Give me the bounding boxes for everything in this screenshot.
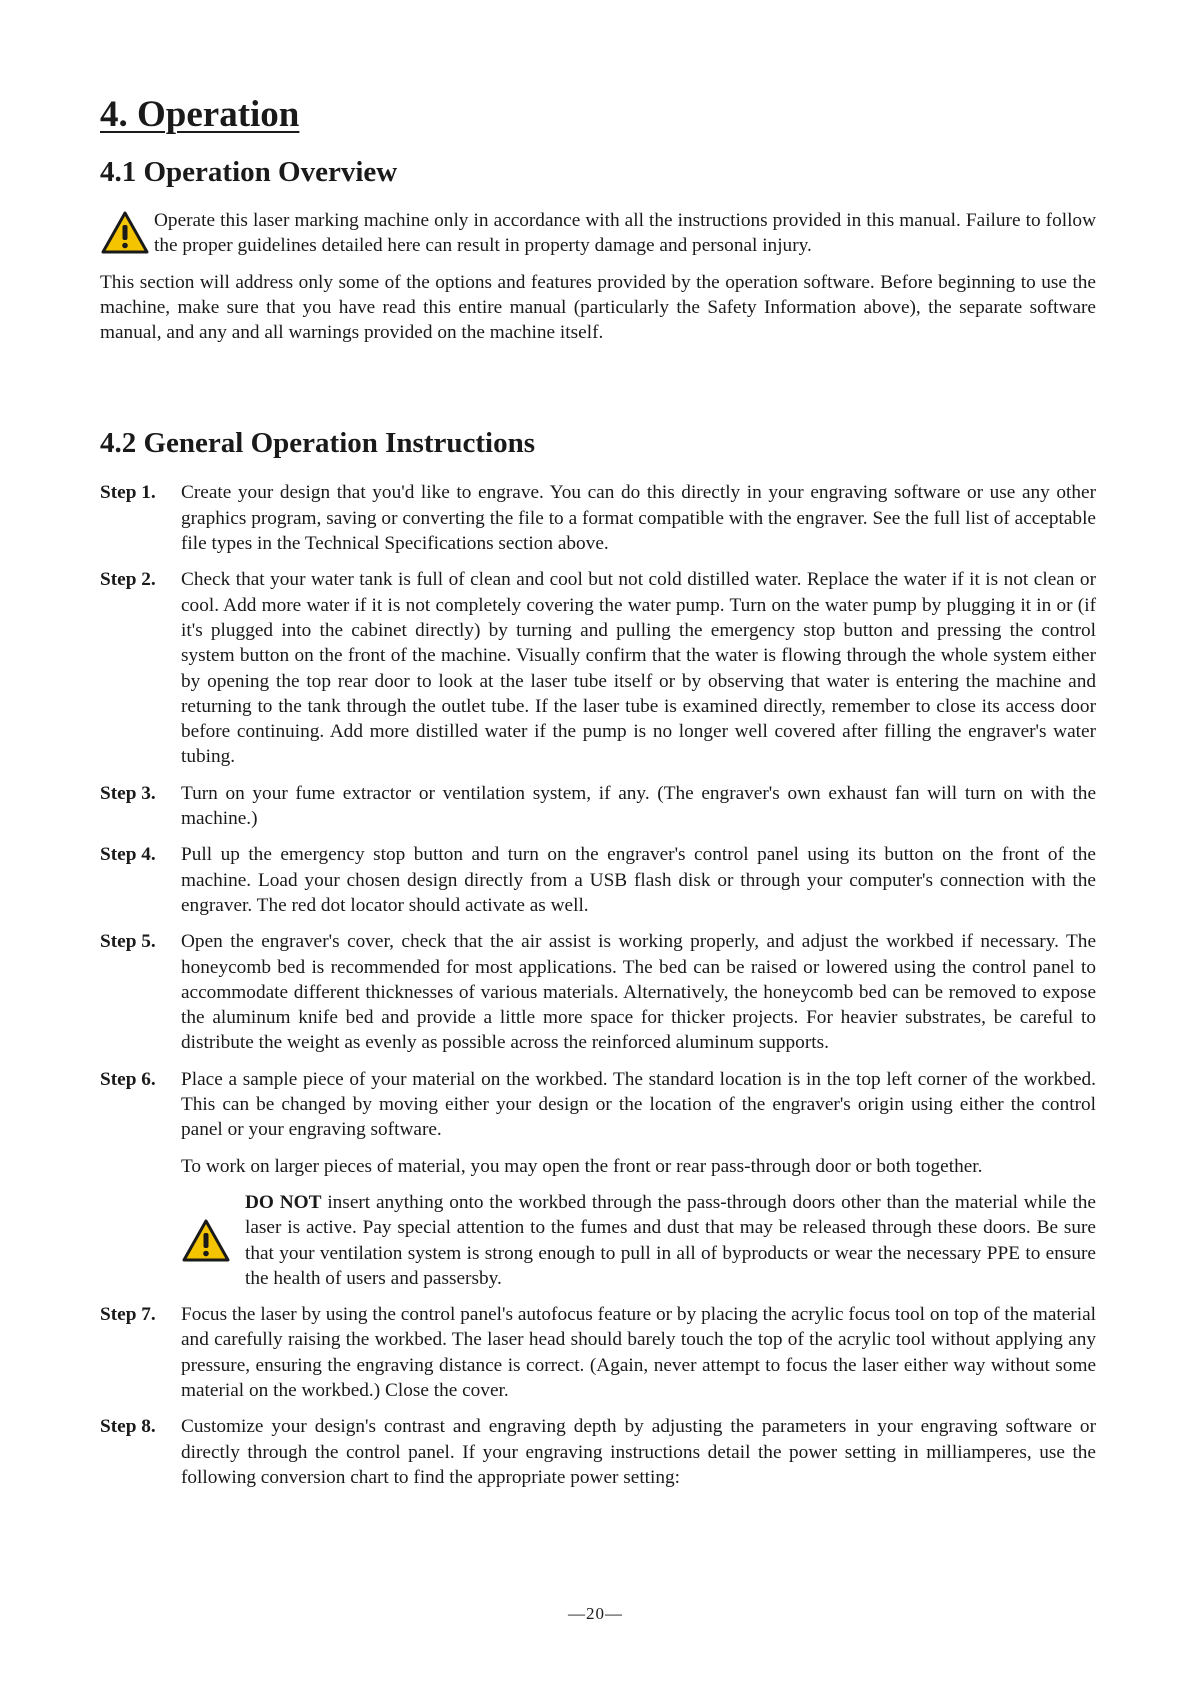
chapter-heading: 4. Operation bbox=[100, 94, 300, 135]
step-1 bbox=[100, 480, 1096, 556]
step-4 bbox=[100, 842, 1096, 918]
pass-through-warning-text bbox=[245, 1190, 1096, 1291]
step-3 bbox=[100, 781, 1096, 832]
document-page bbox=[100, 88, 1096, 1501]
step-2 bbox=[100, 567, 1096, 769]
warning-emphasis: DO NOT bbox=[245, 1191, 322, 1213]
step-label: Step 5. bbox=[100, 931, 156, 953]
step-5 bbox=[100, 929, 1096, 1055]
warning-triangle-icon bbox=[100, 210, 154, 256]
step-label: Step 3. bbox=[100, 782, 156, 804]
step-label: Step 6. bbox=[100, 1068, 156, 1090]
step-text: Turn on your fume extractor or ventilation system, if any. (The engraver's own exhaust fan will turn on with the machine.) bbox=[181, 782, 1096, 830]
pass-through-warning bbox=[181, 1190, 1096, 1291]
step-label: Step 7. bbox=[100, 1304, 156, 1326]
step-text: Customize your design's contrast and engraving depth by adjusting the parameters in your engraving software or directly through the control panel. If your engraving instructions detail the power setting in milliamperes, use the following conversion chart to find the appropriate power setting: bbox=[181, 1416, 1096, 1488]
step-label: Step 1. bbox=[100, 482, 156, 504]
step-list bbox=[100, 480, 1096, 1490]
step-6-extra-text: To work on larger pieces of material, you may open the front or rear pass-through door or both together. bbox=[181, 1155, 983, 1177]
page-number: —20— bbox=[568, 1604, 623, 1623]
step-7 bbox=[100, 1302, 1096, 1403]
step-text: Check that your water tank is full of clean and cool but not cold distilled water. Replace the water if it is not clean or cool. Add more water if it is not completely covering the water pump. Turn on the water pump by plugging it in or (if it's plugged into the cabinet directly) by turning and pulling the emergency stop button and pressing the control system button on the front of the machine. Visually confirm that the water is flowing through the whole system either by opening the top rear door to look at the laser tube itself or by observing that water is entering the machine and returning to the tank through the outlet tube. If the laser tube is examined directly, remember to close its access door before continuing. Add more distilled water if the pump is no longer well covered after filling the engraver's water tubing. bbox=[181, 569, 1096, 768]
step-8 bbox=[100, 1414, 1096, 1490]
step-6 bbox=[100, 1067, 1096, 1291]
step-text: Pull up the emergency stop button and turn on the engraver's control panel using its button on the front of the machine. Load your chosen design directly from a USB flash disk or through your computer's connection with the engraver. The red dot locator should activate as well. bbox=[181, 844, 1096, 916]
step-label: Step 4. bbox=[100, 844, 156, 866]
step-label: Step 8. bbox=[100, 1416, 156, 1438]
step-text: Focus the laser by using the control panel's autofocus feature or by placing the acrylic focus tool on top of the material and carefully raising the workbed. The laser head should barely touch the top of the acrylic tool without applying any pressure, ensuring the engraving distance is correct. (Again, never attempt to focus the laser either way without some material on the workbed.) Close the cover. bbox=[181, 1304, 1096, 1401]
section-title-general-instructions: 4.2 General Operation Instructions bbox=[100, 427, 535, 460]
warning-rest: insert anything onto the workbed through the pass-through doors other than the material while the laser is active. Pay special attention to the fumes and dust that may be released through these doors. Be sure that your ventilation system is strong enough to pull in all of byproducts or wear the necessary PPE to ensure the health of users and passersby. bbox=[245, 1191, 1096, 1289]
warning-triangle-icon bbox=[181, 1218, 245, 1264]
step-text: Open the engraver's cover, check that the air assist is working properly, and adjust the workbed if necessary. The honeycomb bed is recommended for most applications. The bed can be raised or lowered using the control panel to accommodate different thicknesses of various materials. Alternatively, the honeycomb bed can be removed to expose the aluminum knife bed and provide a little more space for thicker projects. For heavier substrates, be careful to distribute the weight as evenly as possible across the reinforced aluminum supports. bbox=[181, 931, 1096, 1054]
step-text: Create your design that you'd like to engrave. You can do this directly in your engraving software or use any other graphics program, saving or converting the file to a format compatible with the engraver. See the full list of acceptable file types in the Technical Specifications section above. bbox=[181, 482, 1096, 555]
step-text: Place a sample piece of your material on the workbed. The standard location is in the top left corner of the workbed. This can be changed by moving either your design or the location of the engraver's origin using either the control panel or your engraving software. bbox=[181, 1068, 1096, 1141]
step-label: Step 2. bbox=[100, 569, 156, 591]
section-title-overview: 4.1 Operation Overview bbox=[100, 156, 398, 188]
overview-paragraph: This section will address only some of the options and features provided by the operation software. Before beginning to use the machine, make sure that you have read this entire manual (particularly the Safety Information above), the separate software manual, and any and all warnings provided on the machine itself. bbox=[100, 271, 1096, 344]
overview-warning bbox=[100, 208, 1096, 259]
overview-warning-text: Operate this laser marking machine only in accordance with all the instructions provided in this manual. Failure to follow the proper guidelines detailed here can result in property damage and personal injury. bbox=[154, 210, 1096, 257]
